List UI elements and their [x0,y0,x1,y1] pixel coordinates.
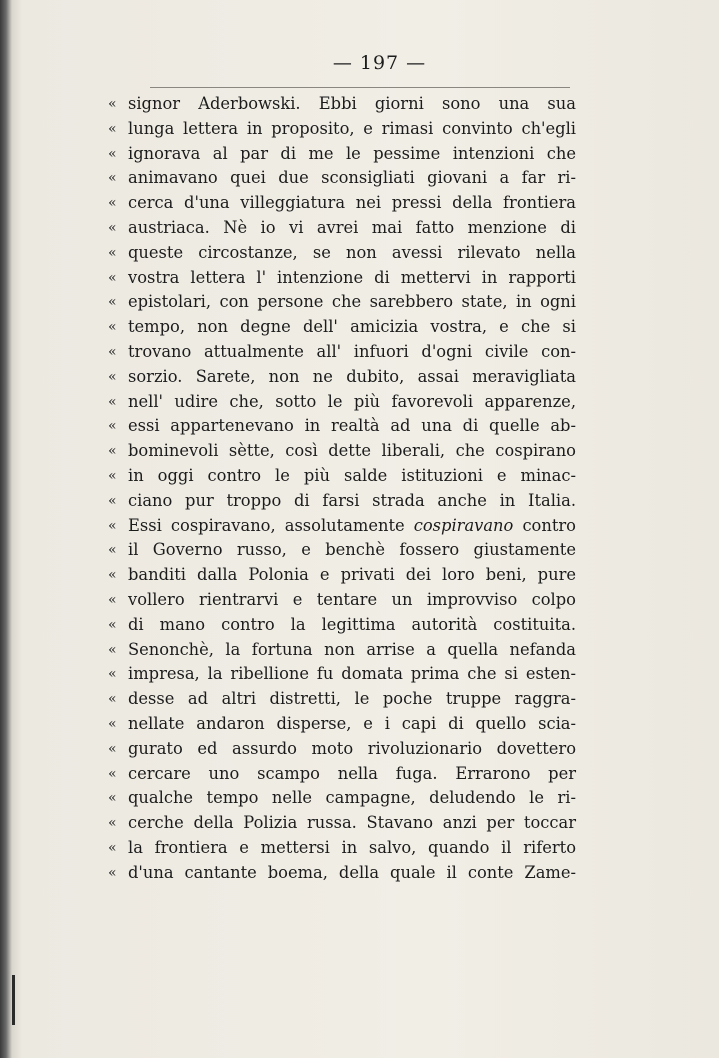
text-line: « epistolari, con persone che sarebbero state, in ogni [108,290,576,315]
header-rule [150,87,570,88]
quote-mark: « [108,96,117,112]
quote-mark: « [108,368,117,385]
text-line: « qualche tempo nelle campagne, deludendo le ri- [108,786,576,811]
quote-mark: « [108,393,117,410]
text-line: « cerca d'una villeggiatura nei pressi della frontiera [108,191,576,216]
text-line: « tempo, non degne dell' amicizia vostra, e che si [108,315,576,340]
quote-mark: « [108,740,117,757]
quote-mark: « [108,343,117,360]
quote-mark: « [108,815,117,832]
text-line: « vostra lettera l' intenzione di mettervi in rapporti [108,266,576,291]
quote-mark: « [108,864,117,881]
quote-mark: « [108,790,117,807]
text-line: « gurato ed assurdo moto rivoluzionario dovettero [108,737,576,762]
text-line: « austriaca. Nè io vi avrei mai fatto menzione di [108,216,576,241]
binding-mark [12,975,15,1025]
text-line: « animavano quei due sconsigliati giovani a far ri- [108,166,576,191]
quote-mark: « [108,765,117,782]
text-line: « cerche della Polizia russa. Stavano anzi per toccar [108,811,576,836]
text-line: « di mano contro la legittima autorità costituita. [108,613,576,638]
quote-mark: « [108,319,117,336]
text-line: « ignorava al par di me le pessime intenzioni che [108,142,576,167]
quote-mark: « [108,170,117,187]
quote-mark: « [108,517,117,534]
text-line: « bominevoli sètte, così dette liberali, che cospirano [108,439,576,464]
text-line: « signor Aderbowski. Ebbi giorni sono una sua [108,92,576,117]
quote-mark: « [108,567,117,584]
text-line: « lunga lettera in proposito, e rimasi convinto ch'egli [108,117,576,142]
text-line: « essi appartenevano in realtà ad una di quelle ab- [108,414,576,439]
text-line: « banditi dalla Polonia e privati dei loro beni, pure [108,563,576,588]
quote-mark: « [108,691,117,708]
text-line: « il Governo russo, e benchè fossero giustamente [108,538,576,563]
quote-mark: « [108,591,117,608]
text-line: « d'una cantante boema, della quale il conte Zame- [108,861,576,886]
quote-mark: « [108,195,117,212]
quote-mark: « [108,492,117,509]
quote-mark: « [108,839,117,856]
quote-mark: « [108,294,117,311]
quote-mark: « [108,145,117,162]
text-line: « nellate andaron disperse, e i capi di quello scia- [108,712,576,737]
text-line: « Senonchè, la fortuna non arrise a quella nefanda [108,638,576,663]
quote-mark: « [108,443,117,460]
text-line: « in oggi contro le più salde istituzioni e minac- [108,464,576,489]
quote-mark: « [108,269,117,286]
quote-mark: « [108,244,117,261]
text-line: « ciano pur troppo di farsi strada anche in Italia. [108,489,576,514]
page-number: — 197 — [332,52,427,74]
quote-mark: « [108,641,117,658]
quote-mark: « [108,666,117,683]
text-line: « trovano attualmente all' infuori d'ogni civile con- [108,340,576,365]
quote-mark: « [108,542,117,559]
text-line: « sorzio. Sarete, non ne dubito, assai meravigliata [108,365,576,390]
text-line: « cercare uno scampo nella fuga. Errarono per [108,762,576,787]
text-line: « impresa, la ribellione fu domata prima che si esten- [108,662,576,687]
quote-mark: « [108,219,117,236]
text-line: « vollero rientrarvi e tentare un improvviso colpo [108,588,576,613]
text-line: « desse ad altri distretti, le poche truppe raggra- [108,687,576,712]
text-line: « queste circostanze, se non avessi rilevato nella [108,241,576,266]
quote-mark: « [108,467,117,484]
text-line: « la frontiera e mettersi in salvo, quando il riferto [108,836,576,861]
body-text [108,92,576,886]
emphasis: cospiravano [413,515,514,535]
quote-mark: « [108,616,117,633]
text-line: « nell' udire che, sotto le più favorevoli apparenze, [108,390,576,415]
quote-mark: « [108,715,117,732]
quote-mark: « [108,418,117,435]
text-line: « Essi cospiravano, assolutamente cospiravano contro [108,514,576,539]
quote-mark: « [108,120,117,137]
